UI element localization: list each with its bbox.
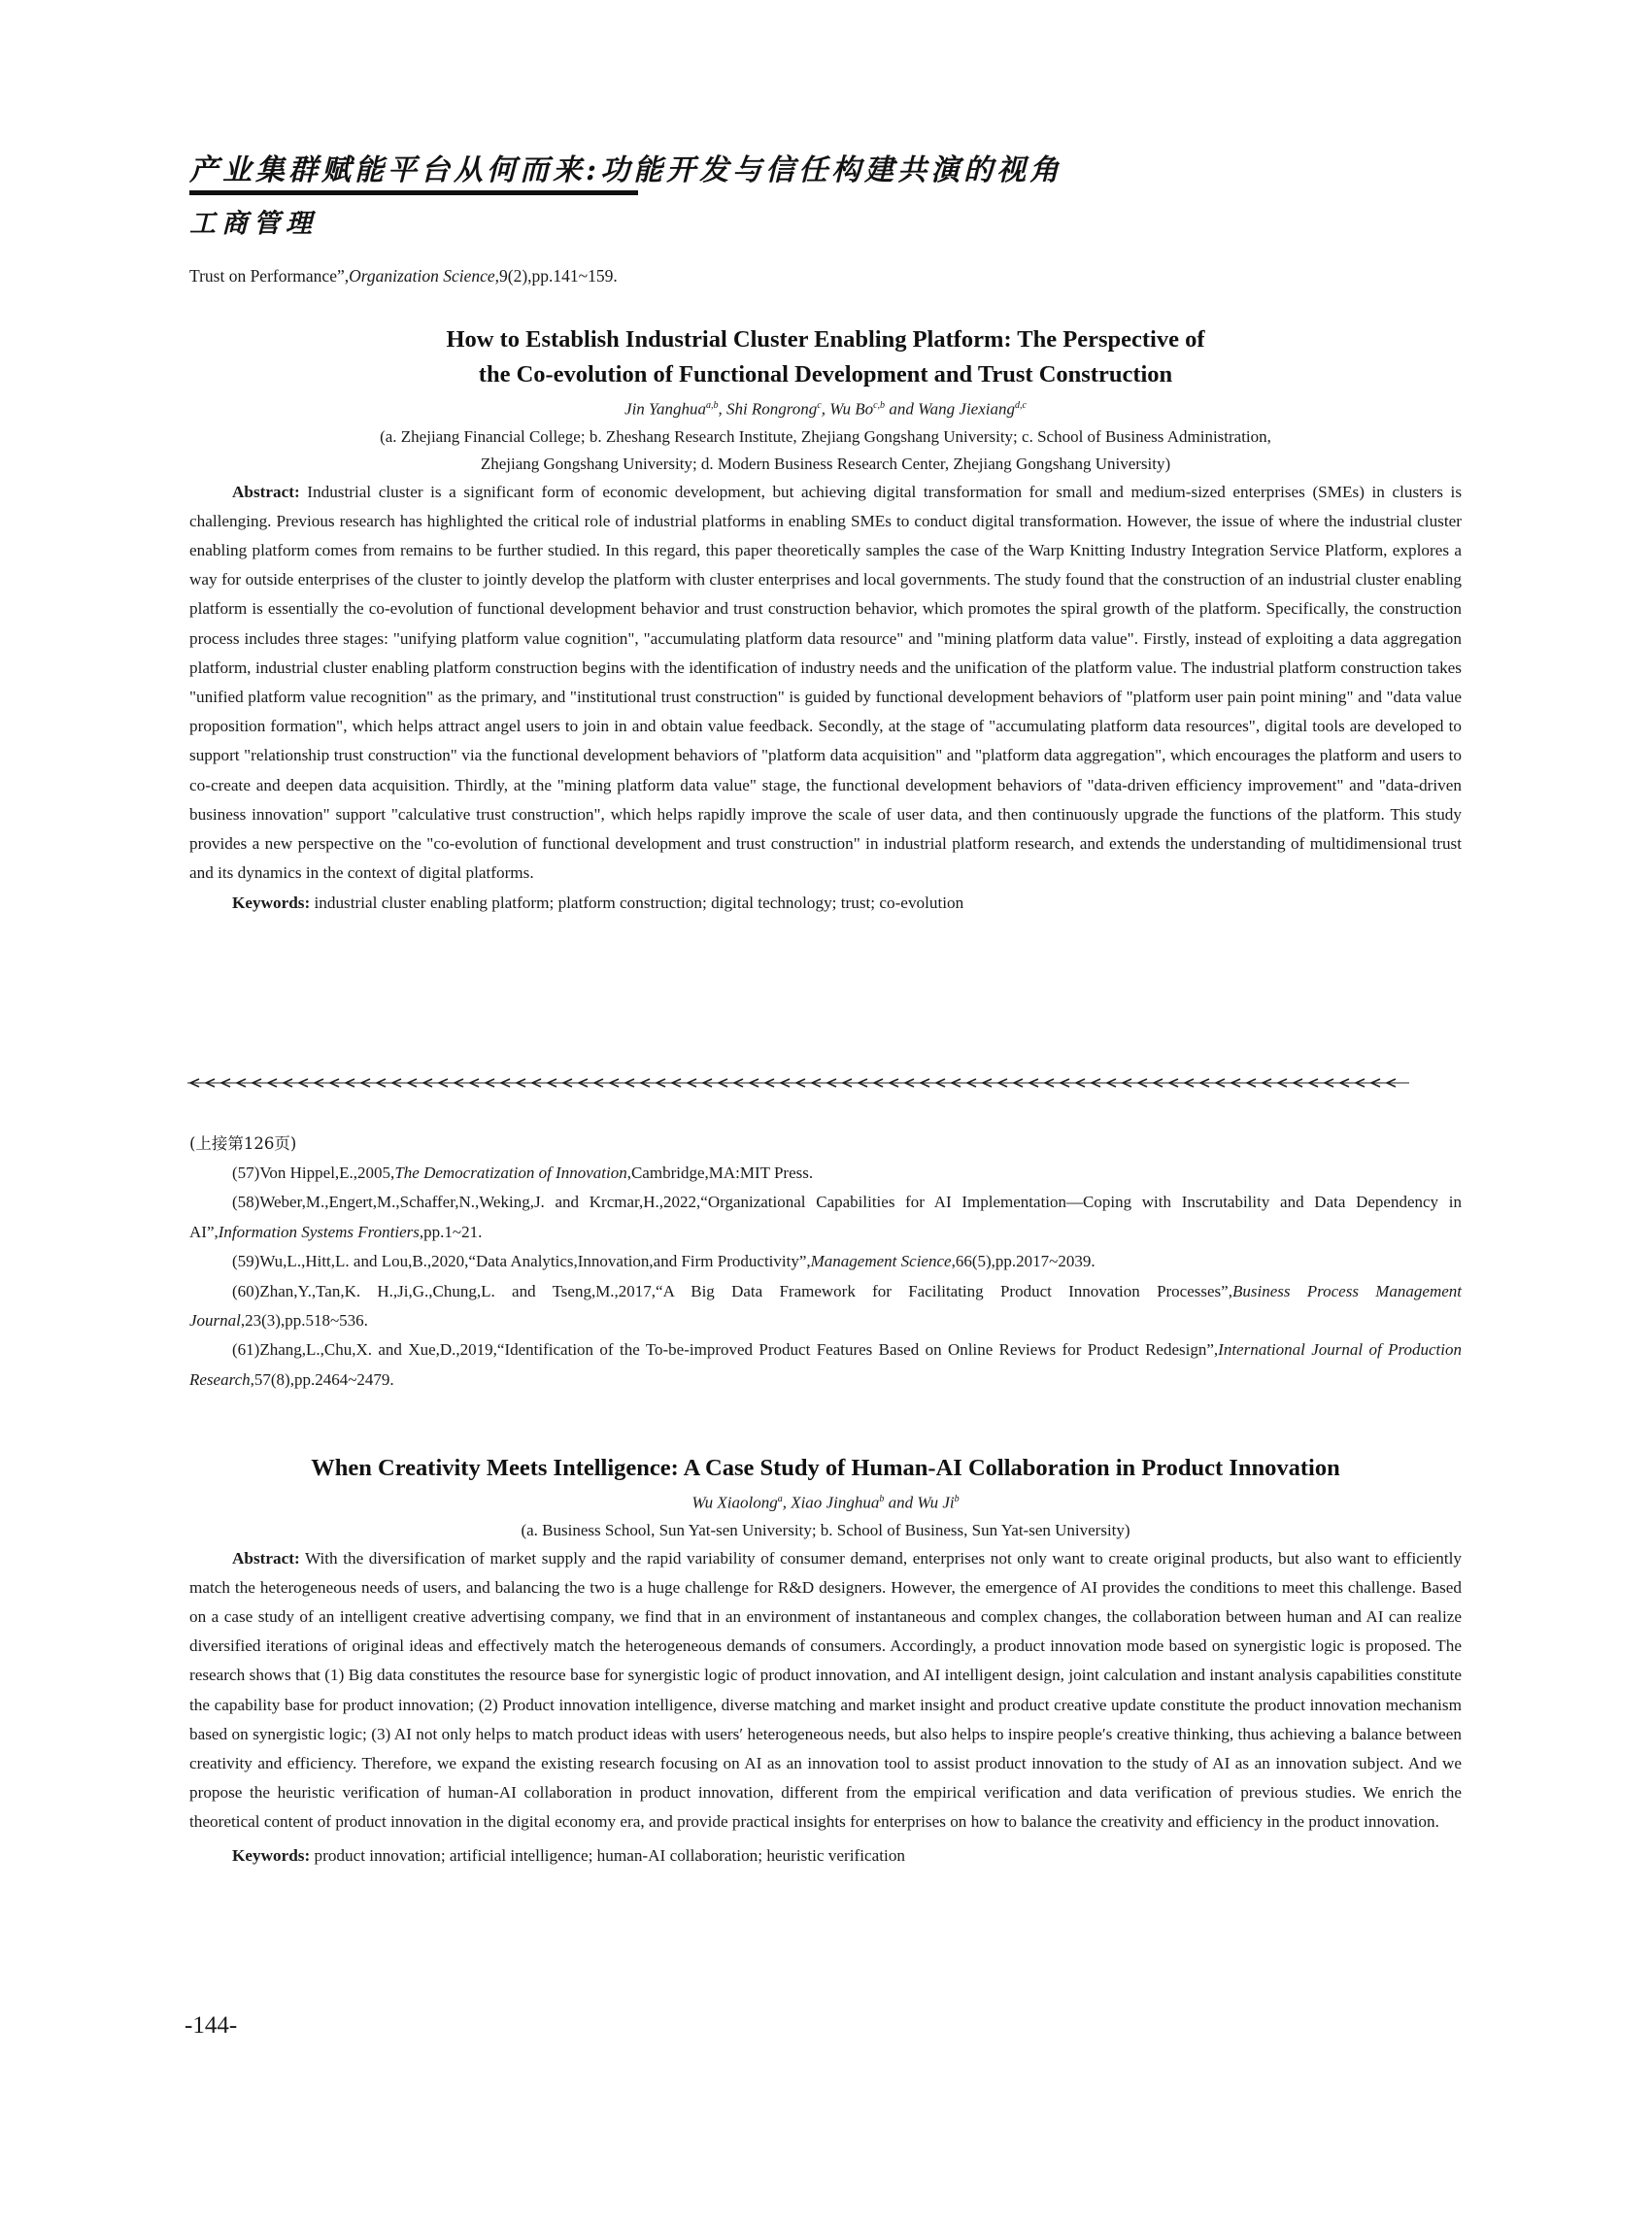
reference-source: Business Process Management Journal bbox=[189, 1281, 1462, 1331]
author-name: Wang Jiexiang bbox=[918, 399, 1015, 419]
reference-details: ,23(3),pp.518~536. bbox=[240, 1311, 368, 1331]
article-1-abstract bbox=[189, 478, 1462, 889]
decorative-divider bbox=[187, 1076, 1409, 1090]
running-title: 产业集群赋能平台从何而来:功能开发与信任构建共演的视角 bbox=[189, 153, 1063, 187]
author-separator: , bbox=[718, 399, 726, 419]
article-1-affiliations bbox=[189, 423, 1462, 478]
keywords-text: industrial cluster enabling platform; platform construction; digital technology; trust; co-evolution bbox=[314, 893, 964, 912]
author-separator: , bbox=[821, 399, 830, 419]
reference-details: ,66(5),pp.2017~2039. bbox=[951, 1252, 1096, 1271]
article-2-abstract bbox=[189, 1544, 1462, 1838]
reference-details: ,pp.1~21. bbox=[419, 1222, 483, 1241]
author-name: Wu Ji bbox=[917, 1493, 955, 1512]
abstract-label: Abstract: bbox=[232, 482, 300, 501]
author-affiliation-mark: a,b bbox=[705, 400, 719, 411]
article-2-authors bbox=[189, 1486, 1462, 1517]
abstract-text: With the diversification of market supply and the rapid variability of consumer demand, enterprises not only want to create original products, but also want to efficiently match the heterogeneous needs of users, and balancing the two is a huge challenge for R&D designers. However, the emergence of AI provides the conditions to meet this challenge. Based on a case study of an intelligent creative advertising company, we find that in an environment of instantaneous and complex changes, the collaboration between human and AI can realize diversified iterations of original ideas and effectively match the heterogeneous demands of consumers. Accordingly, a product innovation mode based on synergistic logic is proposed. The research shows that (1) Big data constitutes the resource base for synergistic logic of product innovation, and AI intelligent design, joint calculation and instant analysis capabilities constitute the capability base for product innovation; (2) Product innovation intelligence, diverse matching and market insight and product creative update constitute the product innovation mechanism based on synergistic logic; (3) AI not only helps to match product ideas with users′ heterogeneous needs, but also helps to inspire people′s creative thinking, thus achieving a balance between creativity and efficiency. Therefore, we expand the existing research focusing on AI as an innovation tool to assist product innovation to the study of AI as an innovation subject. And we propose the heuristic verification of human-AI collaboration in product innovation, different from the empirical verification and data verification of previous studies. We enrich the theoretical content of product innovation in the digital economy era, and provide practical insights for enterprises on how to balance the creativity and efficiency in the product innovation. bbox=[189, 1548, 1462, 1832]
reference-item bbox=[189, 1188, 1462, 1247]
keywords-label: Keywords: bbox=[232, 893, 311, 912]
author-affiliation-mark: d,c bbox=[1015, 400, 1027, 411]
author-name: Jin Yanghua bbox=[624, 399, 706, 419]
page-number: -144- bbox=[185, 2012, 238, 2039]
reference-item bbox=[189, 1247, 1462, 1276]
reference-text: (59)Wu,L.,Hitt,L. and Lou,B.,2020,“Data Analytics,Innovation,and Firm Productivity”, bbox=[232, 1252, 811, 1271]
author-separator: and bbox=[884, 1493, 918, 1512]
prev-ref-journal: Organization Science bbox=[349, 266, 495, 286]
reference-details: ,57(8),pp.2464~2479. bbox=[250, 1369, 394, 1389]
author-name: Xiao Jinghua bbox=[791, 1493, 880, 1512]
reference-source: The Democratization of Innovation bbox=[394, 1164, 627, 1182]
reference-item bbox=[189, 1277, 1462, 1336]
reference-details: ,Cambridge,MA:MIT Press. bbox=[626, 1164, 814, 1182]
previous-reference-tail bbox=[189, 262, 1462, 289]
article-1-authors bbox=[189, 392, 1462, 423]
reference-list bbox=[189, 1159, 1462, 1395]
prev-ref-pages: ,9(2),pp.141~159. bbox=[494, 266, 618, 286]
prev-ref-text: Trust on Performance”, bbox=[189, 266, 350, 286]
header-rule bbox=[189, 190, 638, 195]
keywords-label: Keywords: bbox=[232, 1845, 311, 1865]
author-affiliation-mark: b bbox=[879, 1494, 885, 1504]
article-1 bbox=[189, 322, 1462, 918]
reference-text: (61)Zhang,L.,Chu,X. and Xue,D.,2019,“Identification of the To-be-improved Product Features Based on Online Reviews for Product Redesign”, bbox=[232, 1340, 1219, 1360]
author-affiliation-mark: a bbox=[777, 1494, 783, 1504]
article-1-affiliations-line-1: (a. Zhejiang Financial College; b. Zheshang Research Institute, Zhejiang Gongshang University; c. School of Business Administration, bbox=[380, 426, 1271, 446]
reference-source: International Journal of Production Research bbox=[189, 1340, 1463, 1389]
continued-note: (上接第126页) bbox=[189, 1134, 297, 1153]
author-name: Shi Rongrong bbox=[725, 399, 818, 419]
article-1-title bbox=[189, 322, 1462, 392]
author-affiliation-mark: b bbox=[954, 1494, 960, 1504]
article-1-affiliations-line-2: Zhejiang Gongshang University; d. Modern Business Research Center, Zhejiang Gongshang University) bbox=[480, 454, 1171, 473]
reference-text: (57)Von Hippel,E.,2005, bbox=[232, 1164, 395, 1182]
article-1-title-line-1: How to Establish Industrial Cluster Enabling Platform: The Perspective of bbox=[446, 326, 1205, 353]
article-2 bbox=[189, 1451, 1462, 1871]
abstract-text: Industrial cluster is a significant form of economic development, but achieving digital transformation for small and medium-sized enterprises (SMEs) in clusters is challenging. Previous research has highlighted the critical role of industrial platforms in enabling SMEs to conduct digital transformation. However, the issue of where the industrial cluster enabling platform comes from remains to be further studied. In this regard, this paper theoretically samples the case of the Warp Knitting Industry Integration Service Platform, explores a way for outside enterprises of the cluster to jointly develop the platform with cluster enterprises and local governments. The study found that the construction of an industrial cluster enabling platform is essentially the co-evolution of functional development behavior and trust construction behavior, which promotes the spiral growth of the platform. Specifically, the construction process includes three stages: "unifying platform value cognition", "accumulating platform data resource" and "mining platform data value". Firstly, instead of exploiting a data aggregation platform, industrial cluster enabling platform construction begins with the identification of industry needs and the unification of the platform value. The industrial platform construction takes "unified platform value recognition" as the primary, and "institutional trust construction" is guided by functional development behaviors of "platform user pain point mining" and "data value proposition formation", which helps attract angel users to join in and obtain value feedback. Secondly, at the stage of "accumulating platform data resources", digital tools are developed to support "relationship trust construction" via the functional development behaviors of "platform data acquisition" and "platform data aggregation", which encourages the platform and users to co-create and deepen data acquisition. Thirdly, at the "mining platform data value" stage, the functional development behaviors of "data-driven efficiency improvement" and "data-driven business innovation" support "calculative trust construction", which helps rapidly improve the scale of user data, and then continuously upgrade the functions of the platform. This study provides a new perspective on the "co-evolution of functional development and trust construction" in industrial platform research, and extends the understanding of multidimensional trust and its dynamics in the context of digital platforms. bbox=[189, 482, 1463, 883]
author-affiliation-mark: c bbox=[817, 400, 822, 411]
abstract-label: Abstract: bbox=[232, 1548, 300, 1568]
author-name: Wu Bo bbox=[829, 399, 874, 419]
article-2-title: When Creativity Meets Intelligence: A Case Study of Human-AI Collaboration in Product Innovation bbox=[311, 1455, 1340, 1481]
article-2-keywords bbox=[189, 1841, 1462, 1871]
reference-text: (58)Weber,M.,Engert,M.,Schaffer,N.,Weking,J. and Krcmar,H.,2022,“Organizational Capabilities for AI Implementation—Coping with Inscrutability and Data Dependency in AI”, bbox=[189, 1193, 1462, 1241]
author-separator: and bbox=[885, 399, 919, 419]
author-affiliation-mark: c,b bbox=[873, 400, 886, 411]
article-2-affiliations: (a. Business School, Sun Yat-sen University; b. School of Business, Sun Yat-sen University) bbox=[521, 1520, 1130, 1539]
reference-text: (60)Zhan,Y.,Tan,K. H.,Ji,G.,Chung,L. and Tseng,M.,2017,“A Big Data Framework for Facilitating Product Innovation Processes”, bbox=[232, 1281, 1232, 1300]
author-name: Wu Xiaolong bbox=[691, 1493, 778, 1512]
section-label: 工商管理 bbox=[189, 209, 318, 239]
reference-source: Information Systems Frontiers bbox=[218, 1222, 420, 1241]
reference-item bbox=[189, 1335, 1462, 1395]
author-separator: , bbox=[782, 1493, 792, 1512]
reference-item bbox=[189, 1159, 1462, 1188]
article-1-title-line-2: the Co-evolution of Functional Development and Trust Construction bbox=[478, 361, 1173, 388]
reference-source: Management Science bbox=[810, 1252, 952, 1271]
keywords-text: product innovation; artificial intelligence; human-AI collaboration; heuristic verification bbox=[314, 1845, 906, 1865]
article-1-keywords bbox=[189, 889, 1462, 918]
